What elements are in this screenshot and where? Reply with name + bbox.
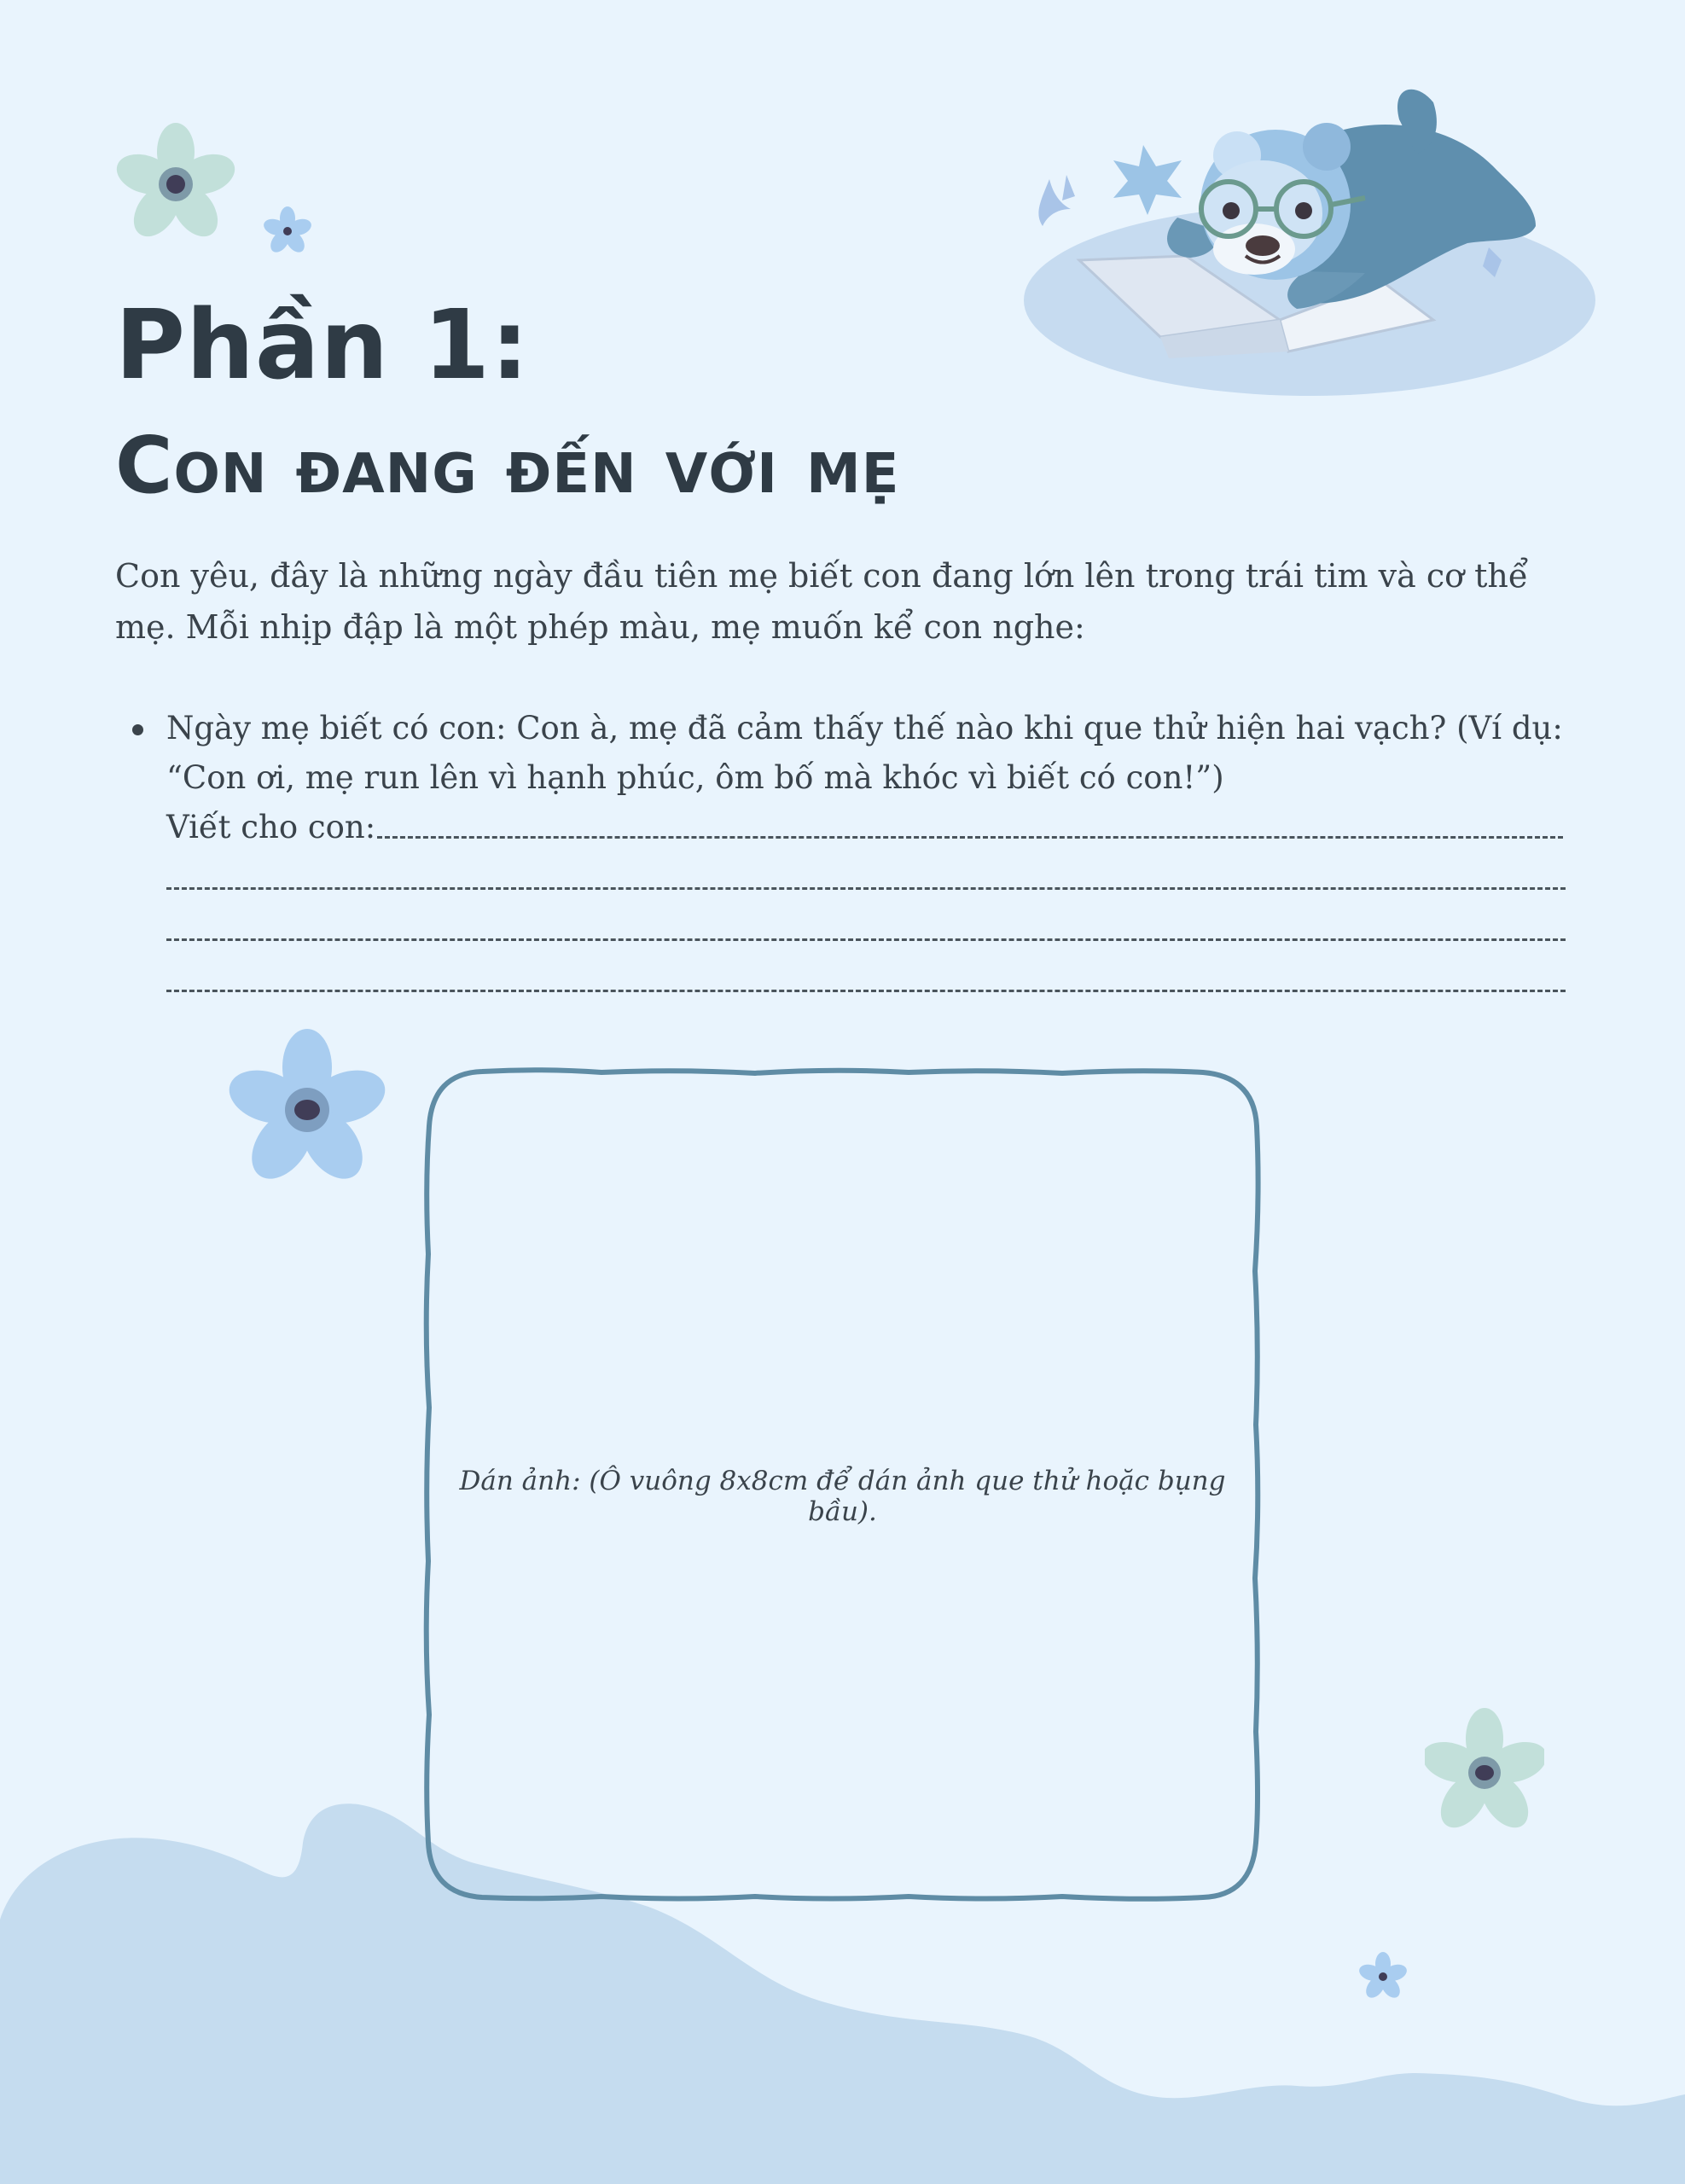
flower-icon (1357, 1950, 1409, 2003)
write-label: Viết cho con: (166, 809, 376, 845)
flower-icon (113, 121, 239, 247)
writing-line[interactable] (377, 836, 1563, 839)
section-subtitle: Con đang đến với mẹ (115, 420, 900, 511)
flower-icon (225, 1028, 389, 1192)
writing-line[interactable] (166, 887, 1566, 890)
writing-line[interactable] (166, 990, 1566, 992)
bullet-icon (132, 724, 143, 735)
photo-caption: Dán ảnh: (Ô vuông 8x8cm để dán ảnh que thử hoặc bụng bầu). (459, 1466, 1226, 1527)
intro-paragraph: Con yêu, đây là những ngày đầu tiên mẹ biết con đang lớn lên trong trái tim và cơ thể mẹ. Mỗi nhịp đập là một phép màu, mẹ muốn kể con nghe: (115, 557, 1529, 646)
section-title: Phần 1: (115, 290, 530, 401)
writing-line[interactable] (166, 938, 1566, 941)
prompt-question: Ngày mẹ biết có con: Con à, mẹ đã cảm thấy thế nào khi que thử hiện hai vạch? (Ví dụ: “Con ơi, mẹ run lên vì hạnh phúc, ôm bố mà khóc vì biết có con!”) (166, 710, 1563, 796)
flower-icon (261, 205, 314, 258)
flower-icon (1425, 1705, 1544, 1841)
